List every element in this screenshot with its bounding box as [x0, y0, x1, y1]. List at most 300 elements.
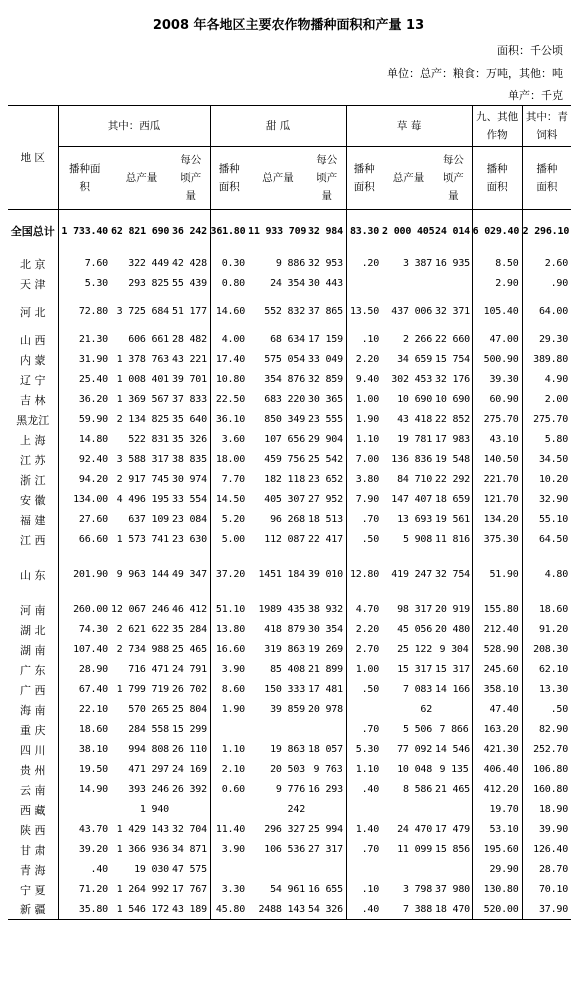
value-cell: 22.50	[210, 390, 248, 410]
value-cell: 2 734 988	[116, 644, 169, 655]
region-cell: 江 西	[20, 533, 46, 547]
value-cell: 51.10	[210, 600, 248, 620]
table-row	[8, 780, 571, 800]
value-cell: 2 000 405	[382, 226, 435, 238]
value-cell: 18.60	[58, 720, 111, 740]
value-cell: 221.70	[472, 470, 522, 490]
value-cell: 375.30	[472, 530, 522, 550]
value-cell: 11.40	[210, 820, 248, 840]
region-cell: 四 川	[20, 743, 46, 757]
value-cell: 10 690	[435, 394, 470, 405]
value-cell: 98 317	[397, 604, 433, 615]
value-cell: 45.80	[210, 900, 248, 920]
value-cell: 2488 143	[248, 900, 308, 920]
value-cell: .40	[346, 780, 382, 800]
value-cell: 47.40	[472, 700, 522, 720]
value-cell: 15 317	[397, 664, 433, 675]
value-cell: 4.70	[346, 600, 382, 620]
value-cell: 51 177	[172, 306, 207, 317]
crop-statistics-table	[8, 105, 571, 920]
value-cell: 134.00	[58, 490, 111, 510]
value-cell: 29.30	[522, 330, 571, 350]
value-cell: 39.90	[522, 820, 571, 840]
table-row	[8, 760, 571, 780]
table-row	[8, 860, 571, 880]
value-cell: 32 176	[435, 374, 470, 385]
value-cell: 16 935	[435, 258, 470, 269]
value-cell: 7.70	[210, 470, 248, 490]
value-cell	[58, 800, 111, 820]
table-row	[8, 640, 571, 660]
value-cell: 47 575	[172, 864, 207, 875]
value-cell: 3.80	[346, 470, 382, 490]
value-cell: 322 449	[128, 258, 169, 269]
value-cell: .40	[346, 900, 382, 920]
region-cell: 湖 南	[20, 643, 46, 657]
value-cell: 37 865	[308, 306, 343, 317]
value-cell: 2.20	[346, 620, 382, 640]
value-cell: 405 307	[264, 494, 306, 505]
value-cell: 1.90	[346, 410, 382, 430]
table-row	[8, 510, 571, 530]
value-cell: 36 242	[172, 226, 207, 238]
value-cell: .50	[522, 700, 571, 720]
value-cell	[346, 274, 382, 294]
value-cell: 412.20	[472, 780, 522, 800]
value-cell: 7 866	[439, 724, 469, 735]
table-row	[8, 430, 571, 450]
value-cell: 53.10	[472, 820, 522, 840]
value-cell: 39.20	[58, 840, 111, 860]
value-cell: 19 781	[397, 434, 433, 445]
value-cell: 2.00	[522, 390, 571, 410]
value-cell: 28 482	[172, 334, 207, 345]
value-cell	[248, 860, 308, 880]
value-cell: 1 799 719	[116, 684, 169, 695]
value-cell: 252.70	[522, 740, 571, 760]
value-cell: 37.90	[522, 900, 571, 920]
value-cell: 1 008 401	[116, 374, 169, 385]
value-cell: 59.90	[58, 410, 111, 430]
region-cell: 山 东	[20, 568, 46, 582]
value-cell: 18 513	[308, 514, 343, 525]
value-cell: 36.20	[58, 390, 111, 410]
value-cell: 150 333	[264, 684, 306, 695]
value-cell: 14.80	[58, 430, 111, 450]
region-cell: 广 西	[20, 683, 46, 697]
value-cell: 107 656	[264, 434, 306, 445]
value-cell: 14.60	[210, 294, 248, 330]
value-cell: 1 940	[139, 804, 169, 815]
value-cell: 418 879	[264, 624, 306, 635]
value-cell: 38 835	[172, 454, 207, 465]
value-cell: 96 268	[270, 514, 306, 525]
value-cell: 1 573 741	[116, 534, 169, 545]
value-cell: 11 816	[435, 534, 470, 545]
value-cell: 2.10	[210, 760, 248, 780]
value-cell: 33 554	[172, 494, 207, 505]
region-cell: 江 苏	[20, 453, 46, 467]
region-cell: 辽 宁	[20, 373, 46, 387]
region-cell: 新 疆	[8, 900, 58, 920]
value-cell: 8.50	[472, 254, 522, 274]
table-row	[8, 550, 571, 600]
value-cell: 70.10	[522, 880, 571, 900]
value-cell: 201.90	[58, 550, 111, 600]
value-cell: 15 754	[435, 354, 470, 365]
value-cell: 28.70	[522, 860, 571, 880]
value-cell: 5.80	[522, 430, 571, 450]
value-cell: 18 470	[435, 900, 472, 920]
value-cell: 19 863	[270, 744, 306, 755]
value-cell: 19 561	[435, 514, 470, 525]
value-cell: 23 555	[308, 414, 343, 425]
value-cell: 13.50	[346, 294, 382, 330]
value-cell: 15 299	[172, 724, 207, 735]
value-cell: 5 908	[402, 534, 433, 545]
value-cell: 32 754	[435, 569, 470, 580]
value-cell: 23 084	[172, 514, 207, 525]
value-cell: 406.40	[472, 760, 522, 780]
value-cell: 27.60	[58, 510, 111, 530]
value-cell: 10 690	[397, 394, 433, 405]
value-cell: 55 439	[172, 278, 207, 289]
value-cell: 570 265	[128, 704, 169, 715]
value-cell: 134.20	[472, 510, 522, 530]
value-cell: 19 269	[308, 644, 343, 655]
value-cell: .90	[522, 274, 571, 294]
value-cell: 3.90	[210, 840, 248, 860]
table-row	[8, 820, 571, 840]
value-cell: 74.30	[58, 620, 111, 640]
value-cell: 3 798	[402, 884, 433, 895]
value-cell: 28.90	[58, 660, 111, 680]
value-cell: 106.80	[522, 760, 571, 780]
value-cell: 22 660	[435, 334, 470, 345]
value-cell: 84 710	[397, 474, 433, 485]
value-cell: 296 327	[264, 824, 306, 835]
region-cell: 天 津	[20, 277, 46, 291]
value-cell: 1.00	[346, 660, 382, 680]
value-cell: 9 776	[275, 784, 306, 795]
value-cell: 14 546	[435, 744, 470, 755]
strawberry-header: 草 莓	[346, 106, 472, 147]
value-cell: 1 264 992	[116, 884, 169, 895]
value-cell: 3 588 317	[116, 454, 169, 465]
table-row	[8, 660, 571, 680]
region-cell: 吉 林	[20, 393, 46, 407]
value-cell: 92.40	[58, 450, 111, 470]
value-cell: 47.00	[472, 330, 522, 350]
value-cell: 25 804	[172, 704, 207, 715]
value-cell: 62 821 690	[111, 226, 170, 238]
value-cell: 43 189	[172, 900, 210, 920]
value-cell: 24 470	[397, 824, 433, 835]
region-cell: 山 西	[20, 333, 46, 347]
value-cell: 16 293	[308, 784, 343, 795]
value-cell: 43 418	[397, 414, 433, 425]
value-cell: 421.30	[472, 740, 522, 760]
value-cell: .70	[346, 720, 382, 740]
value-cell: 7.00	[346, 450, 382, 470]
table-row	[8, 450, 571, 470]
table-row	[8, 680, 571, 700]
value-cell: 26 702	[172, 684, 207, 695]
value-cell: 260.00	[58, 600, 111, 620]
value-cell: 163.20	[472, 720, 522, 740]
value-cell: 64.50	[522, 530, 571, 550]
value-cell: 9 886	[275, 258, 306, 269]
value-cell: 39 010	[308, 569, 343, 580]
value-cell: 575 054	[264, 354, 306, 365]
value-cell: 3 725 684	[116, 306, 169, 317]
value-cell: 5.20	[210, 510, 248, 530]
value-cell: 2.90	[472, 274, 522, 294]
value-cell: 12.80	[346, 550, 382, 600]
value-cell: 2.20	[346, 350, 382, 370]
value-cell: 2 917 745	[116, 474, 169, 485]
table-row	[8, 370, 571, 390]
table-row	[8, 530, 571, 550]
value-cell	[172, 800, 210, 820]
value-cell: 37 980	[435, 884, 470, 895]
value-cell: 21 465	[435, 784, 470, 795]
value-cell: 39 701	[172, 374, 207, 385]
value-cell: 29.90	[472, 860, 522, 880]
value-cell: 520.00	[472, 900, 522, 920]
value-cell: 136 836	[391, 454, 433, 465]
value-cell: 91.20	[522, 620, 571, 640]
value-cell: 17 481	[308, 684, 343, 695]
table-row	[8, 840, 571, 860]
value-cell: 160.80	[522, 780, 571, 800]
value-cell: 500.90	[472, 350, 522, 370]
value-cell: 522 831	[128, 434, 169, 445]
value-cell: .10	[346, 880, 382, 900]
value-cell: 10.80	[210, 370, 248, 390]
table-body	[8, 210, 571, 920]
value-cell	[435, 860, 472, 880]
value-cell: 112 087	[264, 534, 306, 545]
value-cell: 66.60	[58, 530, 111, 550]
value-cell: 39.30	[472, 370, 522, 390]
value-cell: 38.10	[58, 740, 111, 760]
value-cell: 528.90	[472, 640, 522, 660]
value-cell: 17 479	[435, 824, 470, 835]
value-cell: 1 366 936	[116, 844, 169, 855]
value-cell: 43 221	[172, 354, 207, 365]
value-cell: 275.70	[472, 410, 522, 430]
value-cell: 17 983	[435, 434, 470, 445]
green-fodder-header: 其中：青饲料	[522, 106, 571, 147]
value-cell: 1.10	[346, 760, 382, 780]
table-row	[8, 700, 571, 720]
value-cell: 85 408	[270, 664, 306, 675]
value-cell	[308, 800, 346, 820]
region-cell: 重 庆	[20, 723, 46, 737]
value-cell: 34.50	[522, 450, 571, 470]
watermelon-header: 其中：西瓜	[58, 106, 210, 147]
table-row	[8, 294, 571, 330]
value-cell: 67.40	[58, 680, 111, 700]
value-cell: 20 978	[308, 704, 343, 715]
value-cell: 22.10	[58, 700, 111, 720]
value-cell: .20	[346, 254, 382, 274]
value-cell: 22 292	[435, 474, 470, 485]
value-cell: 20 480	[435, 624, 470, 635]
value-cell: 4.00	[210, 330, 248, 350]
region-cell: 甘 肃	[20, 843, 46, 857]
region-cell: 黑龙江	[16, 413, 50, 427]
green-fodder-area-header: 播种面积	[522, 147, 571, 210]
value-cell	[248, 720, 308, 740]
total-row	[8, 210, 571, 254]
value-cell: 19 030	[134, 864, 169, 875]
value-cell: 275.70	[522, 410, 571, 430]
value-cell: 107.40	[58, 640, 111, 660]
region-cell: 安 徽	[20, 493, 46, 507]
value-cell: 358.10	[472, 680, 522, 700]
value-cell: 33 049	[308, 354, 343, 365]
value-cell: 18.00	[210, 450, 248, 470]
value-cell: 54 961	[270, 884, 306, 895]
value-cell: 7 083	[402, 684, 433, 695]
region-cell: 河 南	[20, 603, 46, 617]
table-row	[8, 900, 571, 920]
value-cell: 15 856	[435, 844, 470, 855]
value-cell: 637 109	[128, 514, 169, 525]
value-cell: 1451 184	[258, 569, 306, 580]
sweet-melon-header: 甜 瓜	[210, 106, 346, 147]
value-cell: 38 932	[308, 604, 343, 615]
value-cell: 1.90	[210, 700, 248, 720]
value-cell: 62.10	[522, 660, 571, 680]
value-cell: 10.20	[522, 470, 571, 490]
value-cell: 62	[420, 704, 433, 715]
value-cell: 24 014	[435, 226, 470, 238]
value-cell: 2 621 622	[116, 624, 169, 635]
value-cell: 0.30	[210, 254, 248, 274]
value-cell: 2 296.10	[522, 210, 571, 254]
value-cell: 389.80	[522, 350, 571, 370]
value-cell: 54 326	[308, 900, 346, 920]
region-cell: 上 海	[20, 433, 46, 447]
area-unit-note: 面积：千公顷	[497, 44, 563, 57]
value-cell: 43.70	[58, 820, 111, 840]
value-cell	[382, 800, 435, 820]
value-cell: 302 453	[391, 374, 433, 385]
value-cell: 82.90	[522, 720, 571, 740]
region-cell: 贵 州	[20, 763, 46, 777]
value-cell: 5.30	[58, 274, 111, 294]
value-cell: 5.00	[210, 530, 248, 550]
value-cell	[346, 800, 382, 820]
value-cell: 11 933 709	[248, 226, 307, 238]
watermelon-yield-header: 每公顷产量	[172, 147, 210, 210]
value-cell: 245.60	[472, 660, 522, 680]
value-cell: 64.00	[522, 294, 571, 330]
region-cell: 福 建	[20, 513, 46, 527]
value-cell: 2 266	[402, 334, 433, 345]
value-cell: 19.50	[58, 760, 111, 780]
value-cell: 29 904	[308, 434, 343, 445]
other-crops-area-header: 播种面积	[472, 147, 522, 210]
value-cell: 26 110	[172, 744, 207, 755]
value-cell: 32.90	[522, 490, 571, 510]
table-row	[8, 274, 571, 294]
value-cell: 13.80	[210, 620, 248, 640]
value-cell	[382, 860, 435, 880]
value-cell: 393 246	[128, 784, 169, 795]
sweet-melon-area-header: 播种面积	[210, 147, 248, 210]
value-cell: 45 056	[397, 624, 433, 635]
value-cell: 18 659	[435, 494, 470, 505]
value-cell: 30 443	[308, 278, 343, 289]
region-cell: 西 藏	[20, 803, 46, 817]
strawberry-output-header: 总产量	[382, 147, 435, 210]
value-cell	[346, 860, 382, 880]
value-cell: 17.40	[210, 350, 248, 370]
value-cell: 46 412	[172, 604, 207, 615]
value-cell: 37 833	[172, 394, 207, 405]
value-cell: 35.80	[58, 900, 111, 920]
table-row	[8, 740, 571, 760]
value-cell: 9.40	[346, 370, 382, 390]
value-cell: 49 347	[172, 569, 207, 580]
value-cell: 27 317	[308, 844, 343, 855]
table-row	[8, 600, 571, 620]
region-cell: 广 东	[20, 663, 46, 677]
table-row	[8, 254, 571, 274]
value-cell: 18.60	[522, 600, 571, 620]
value-cell: 9 304	[439, 644, 469, 655]
value-cell: 26 392	[172, 784, 207, 795]
value-cell: 14 166	[435, 684, 470, 695]
value-cell: 25.40	[58, 370, 111, 390]
table-row	[8, 350, 571, 370]
watermelon-output-header: 总产量	[111, 147, 172, 210]
value-cell: 7.60	[58, 254, 111, 274]
value-cell: 1989 435	[258, 604, 306, 615]
value-cell: 23 630	[172, 534, 207, 545]
value-cell: 20 919	[435, 604, 470, 615]
value-cell: 4.90	[522, 370, 571, 390]
value-cell: 17 767	[172, 884, 207, 895]
value-cell	[435, 700, 472, 720]
value-cell: 284 558	[128, 724, 169, 735]
strawberry-yield-header: 每公顷产量	[435, 147, 472, 210]
value-cell	[382, 274, 435, 294]
value-cell: 293 825	[128, 278, 169, 289]
value-cell: 121.70	[472, 490, 522, 510]
value-cell: 21 899	[308, 664, 343, 675]
value-cell: 354 876	[264, 374, 306, 385]
value-cell: 994 808	[128, 744, 169, 755]
strawberry-area-header: 播种面积	[346, 147, 382, 210]
value-cell: 18 057	[308, 744, 343, 755]
value-cell: 21.30	[58, 330, 111, 350]
value-cell	[210, 720, 248, 740]
value-cell: .50	[346, 680, 382, 700]
value-cell: 126.40	[522, 840, 571, 860]
table-row	[8, 490, 571, 510]
value-cell: 32 953	[308, 258, 343, 269]
value-cell: 43.10	[472, 430, 522, 450]
value-cell: 1 733.40	[58, 210, 111, 254]
value-cell: 23 652	[308, 474, 343, 485]
value-cell: 60.90	[472, 390, 522, 410]
value-cell: 30 354	[308, 624, 343, 635]
